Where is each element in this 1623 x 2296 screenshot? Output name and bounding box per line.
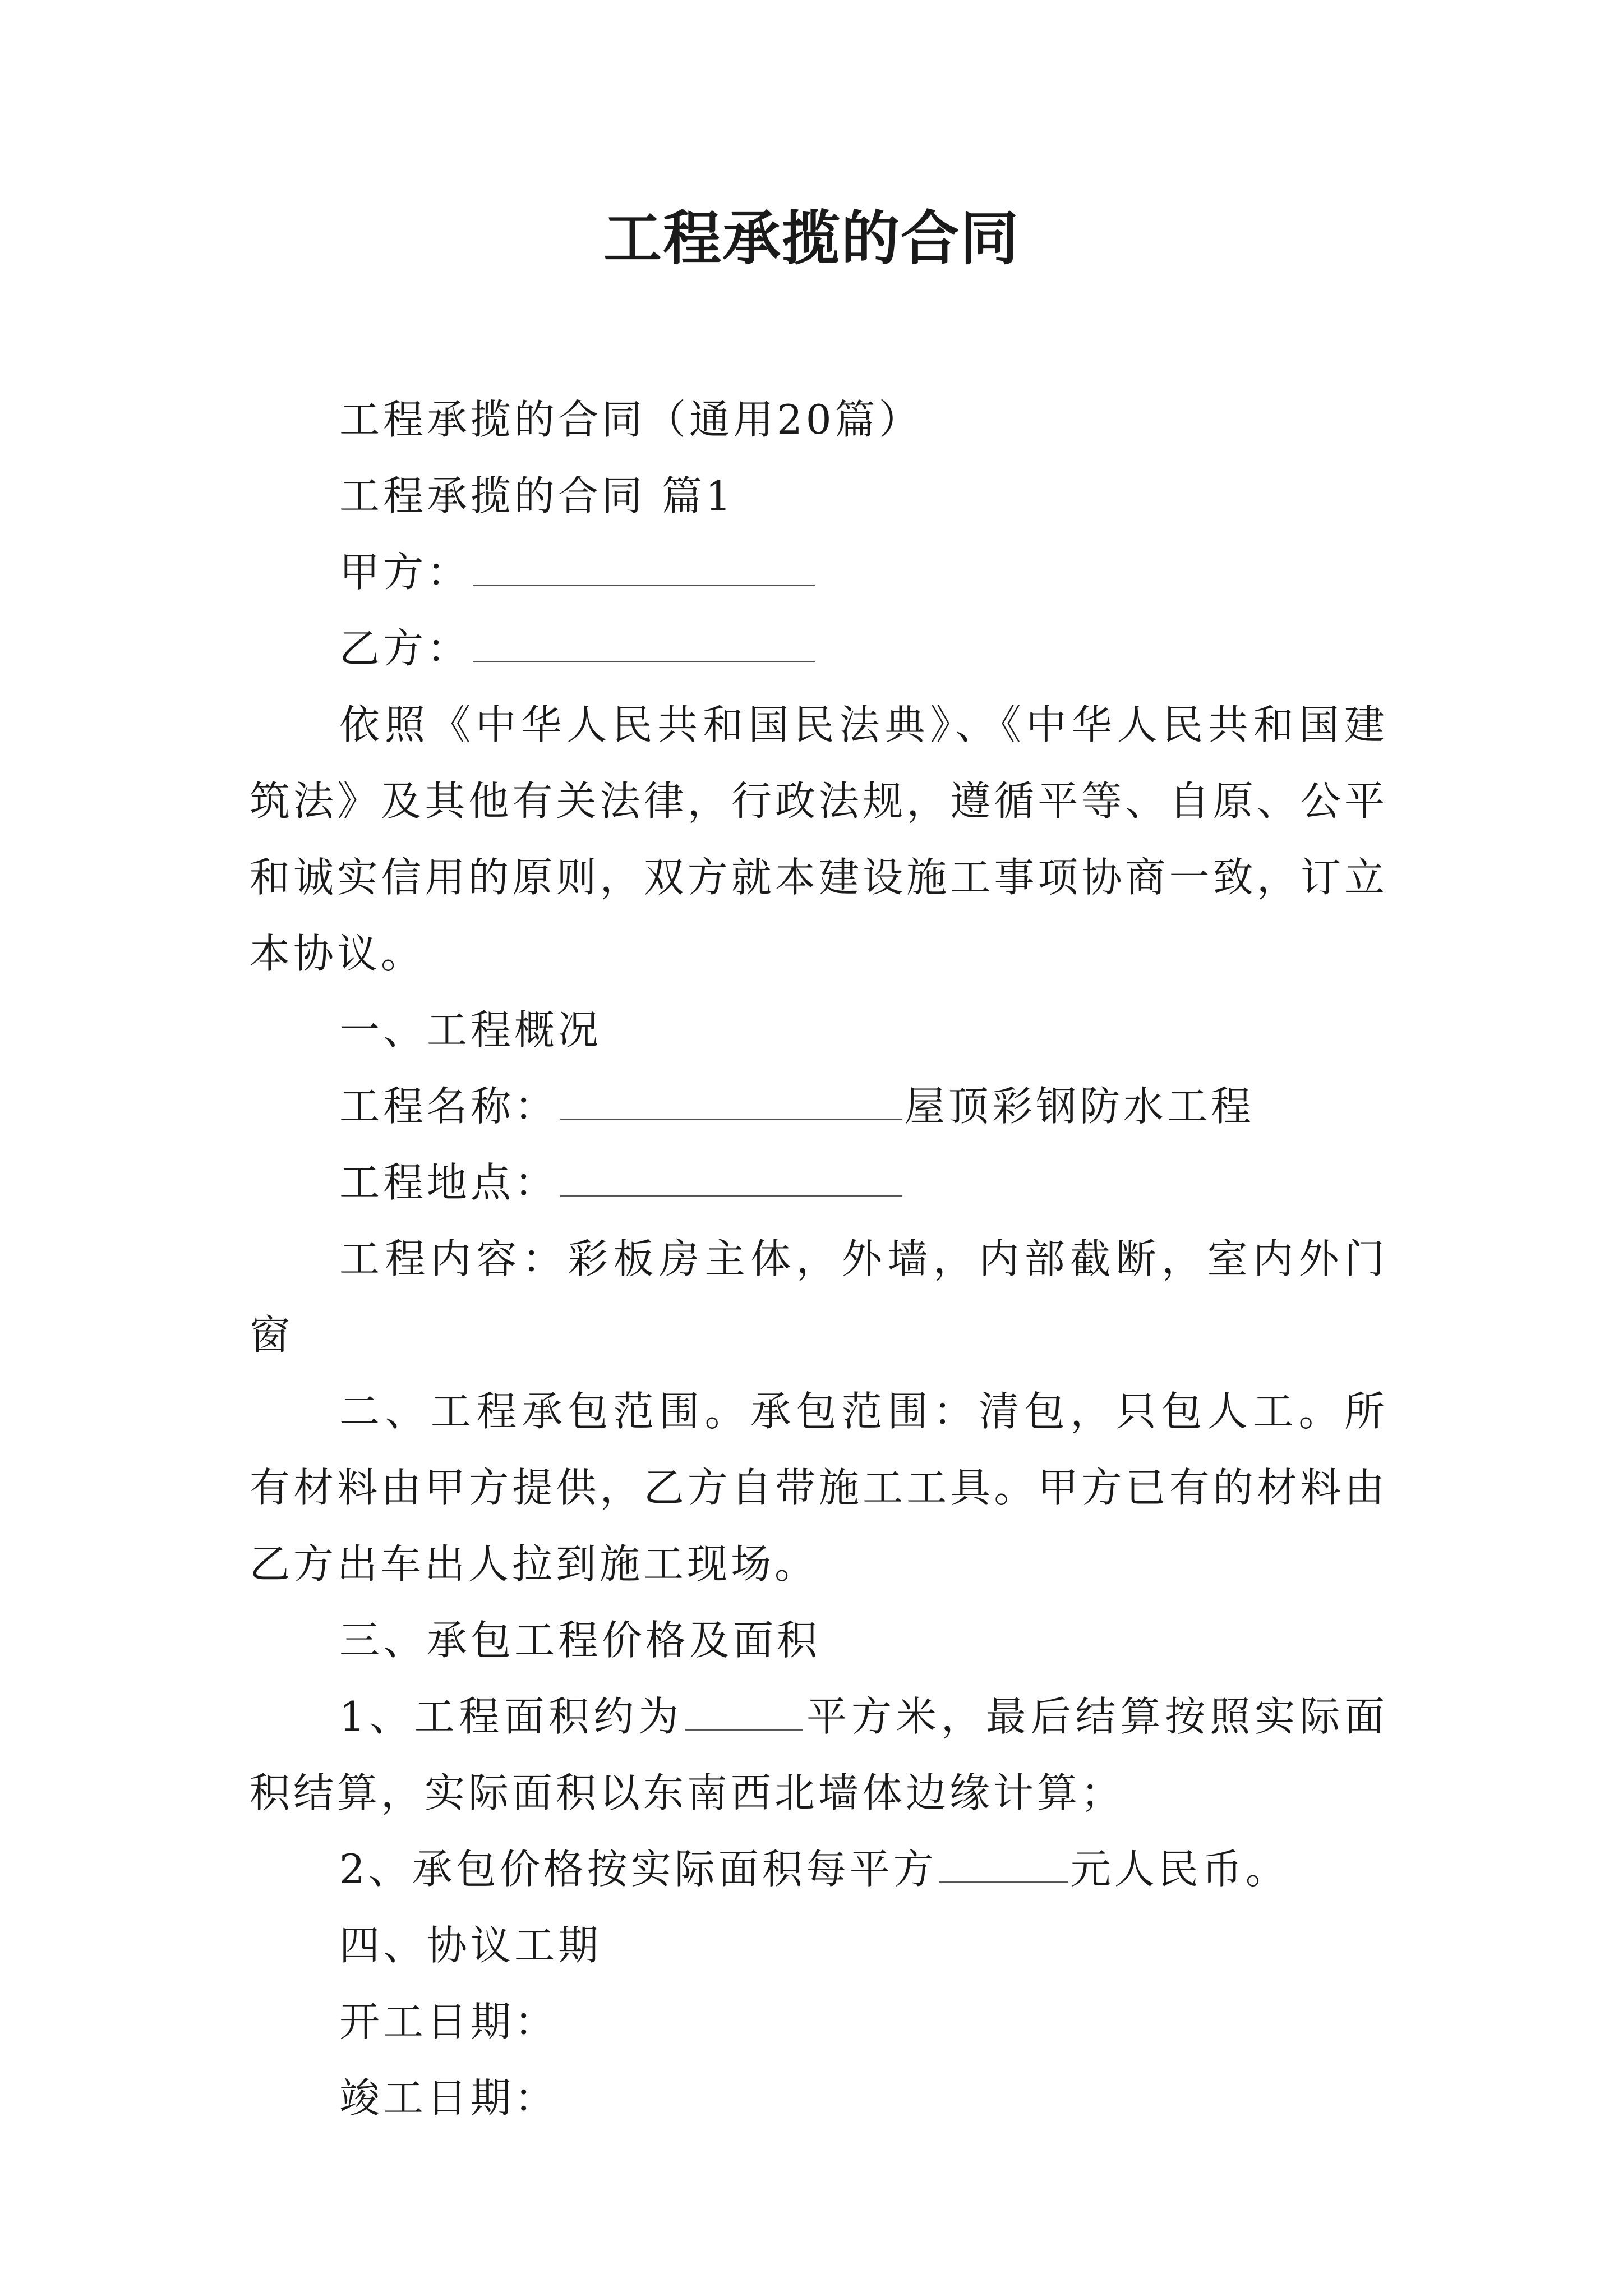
price-suffix: 元人民币。 — [1070, 1846, 1289, 1893]
party-a-blank — [473, 540, 815, 586]
project-location-blank — [560, 1150, 902, 1197]
project-location-line — [250, 1144, 1388, 1221]
section-heading: 工程承揽的合同 篇1 — [339, 472, 735, 519]
project-name-blank — [560, 1074, 902, 1120]
party-b-blank — [473, 616, 815, 662]
document-title: 工程承揽的合同 — [603, 204, 1020, 273]
project-location-label: 工程地点： — [339, 1159, 559, 1206]
price-blank — [939, 1837, 1068, 1883]
area-suffix: 平方米，最后结算按照实际面积结算，实际面积以东南西北墙体边缘计算； — [250, 1693, 1388, 1816]
start-date-line: 开工日期： — [339, 1998, 559, 2045]
section3-title: 三、承包工程价格及面积 — [339, 1617, 821, 1664]
section2-paragraph: 二、工程承包范围。承包范围：清包，只包人工。所有材料由甲方提供，乙方自带施工工具。甲方已有的材料由乙方出车出人拉到施工现场。 — [250, 1388, 1388, 1588]
section4-title: 四、协议工期 — [339, 1922, 602, 1969]
project-name-label: 工程名称： — [339, 1083, 559, 1130]
area-blank — [685, 1684, 803, 1731]
area-prefix: 1、工程面积约为 — [339, 1693, 684, 1740]
party-b-label: 乙方： — [339, 625, 471, 672]
document-body — [250, 381, 1388, 2136]
party-b-line — [250, 610, 1388, 687]
party-a-label: 甲方： — [339, 549, 471, 596]
price-prefix: 2、承包价格按实际面积每平方 — [339, 1846, 937, 1893]
preamble-paragraph: 依照《中华人民共和国民法典》、《中华人民共和国建筑法》及其他有关法律，行政法规，遵循平等、自原、公平和诚实信用的原则，双方就本建设施工事项协商一致，订立本协议。 — [250, 701, 1388, 977]
project-name-line — [250, 1068, 1388, 1144]
party-a-line — [250, 534, 1388, 610]
document-subtitle: 工程承揽的合同（通用20篇） — [339, 396, 923, 443]
end-date-line: 竣工日期： — [339, 2074, 559, 2122]
section1-title: 一、工程概况 — [339, 1006, 602, 1053]
project-content-line: 工程内容：彩板房主体，外墙，内部截断，室内外门窗 — [250, 1235, 1388, 1359]
area-paragraph — [250, 1678, 1388, 1831]
price-paragraph — [250, 1831, 1388, 1907]
project-name-value: 屋顶彩钢防水工程 — [905, 1083, 1255, 1130]
